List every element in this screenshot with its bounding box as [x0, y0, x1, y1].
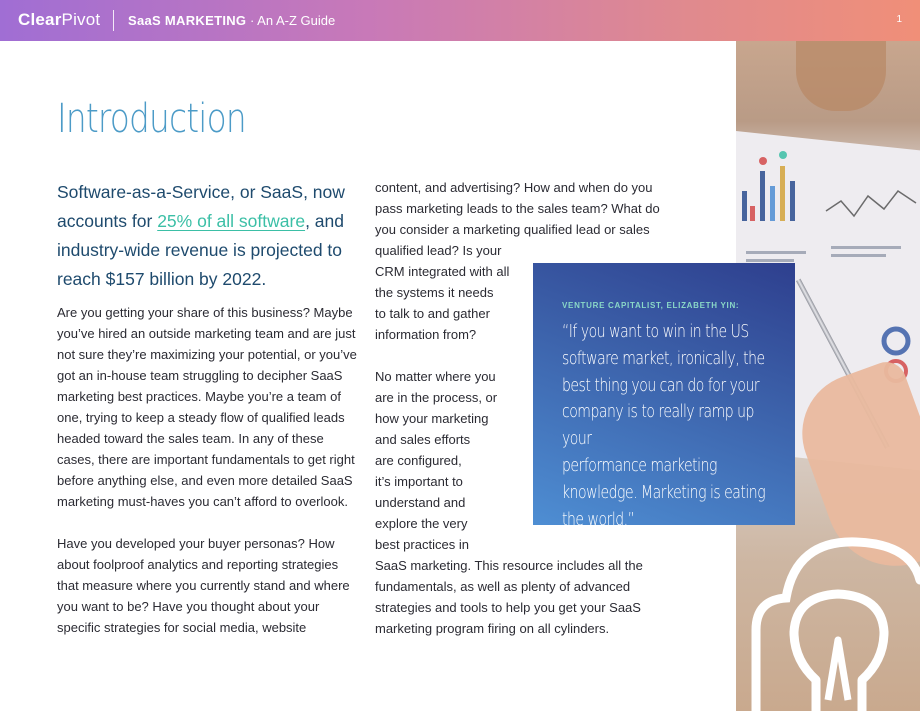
brand-logo	[18, 10, 100, 30]
body-column-1	[57, 302, 362, 659]
text-line: and sales efforts	[375, 432, 471, 447]
text-line: are in the process, or	[375, 390, 498, 405]
quote-line: knowledge. Marketing is eating	[562, 482, 766, 503]
text-line: information from?	[375, 327, 477, 342]
text-line: content, and advertising? How and when do you	[375, 180, 653, 195]
body-paragraph: Have you developed your buyer personas? How about foolproof analytics and reporting strategies that measure where you currently stand and where you want to be? Have you thought about your specific strategies for social media, website	[57, 536, 350, 635]
page-header	[0, 0, 920, 41]
text-line: pass marketing leads to the sales team? What do	[375, 201, 660, 216]
document-title-rest: · An A-Z Guide	[246, 13, 336, 28]
quote-line: performance marketing	[562, 455, 717, 476]
text-line: the systems it needs	[375, 285, 494, 300]
quote-text	[562, 319, 776, 533]
text-line: best practices in	[375, 537, 469, 552]
quote-line: software market, ironically, the	[562, 348, 765, 369]
text-line: strategies and tools to help you get your SaaS	[375, 600, 641, 615]
text-line: SaaS marketing. This resource includes all the	[375, 558, 643, 573]
lead-highlight-link[interactable]: 25% of all software	[157, 211, 306, 231]
brand-clear: Clear	[18, 10, 62, 29]
lead-part1: Software-as-a-Service, or SaaS, now accounts for	[57, 182, 345, 231]
text-line: how your marketing	[375, 411, 489, 426]
quote-line: best thing you can do for your	[562, 375, 760, 396]
page-number: 1	[896, 14, 902, 25]
lightbulb-cloud-icon	[736, 510, 920, 711]
text-line: CRM integrated with all	[375, 264, 510, 279]
lead-paragraph	[57, 178, 372, 294]
document-title	[128, 13, 335, 28]
text-line: you consider a marketing qualified lead or sales	[375, 222, 650, 237]
text-line: to talk to and gather	[375, 306, 490, 321]
text-line: marketing program firing on all cylinders.	[375, 621, 610, 636]
text-line: are configured,	[375, 453, 462, 468]
text-line: fundamentals, as well as plenty of advanced	[375, 579, 631, 594]
text-line: explore the very	[375, 516, 468, 531]
brand-pivot: Pivot	[61, 10, 101, 29]
pull-quote	[533, 263, 795, 530]
text-line: qualified lead? Is your	[375, 243, 502, 258]
body-paragraph: Are you getting your share of this business? Maybe you’ve hired an outside marketing team and are just not sure they’re maximizing your potential, or you’ve got an in-house team struggling to decipher SaaS marketing best practices. Maybe you’re a team of one, trying to keep a steady flow of qualified leads headed toward the sales team. In any of these cases, there are important fundamentals to get right before anything else, and even more detailed SaaS marketing must-haves you can’t afford to overlook.	[57, 305, 357, 509]
text-line: it’s important to	[375, 474, 463, 489]
text-line: understand and	[375, 495, 466, 510]
lead-part2: , and industry-wide revenue is projected to reach $157 billion by 2022.	[57, 211, 344, 289]
quote-line: the world.”	[562, 509, 635, 530]
section-title: Introduction	[57, 96, 246, 142]
quote-attribution: VENTURE CAPITALIST, ELIZABETH YIN:	[562, 301, 740, 310]
quote-line: “If you want to win in the US	[562, 322, 749, 342]
document-title-strong: SaaS MARKETING	[128, 13, 247, 28]
header-divider	[113, 10, 114, 31]
text-line: No matter where you	[375, 369, 496, 384]
quote-line: company is to really ramp up your	[562, 402, 754, 450]
